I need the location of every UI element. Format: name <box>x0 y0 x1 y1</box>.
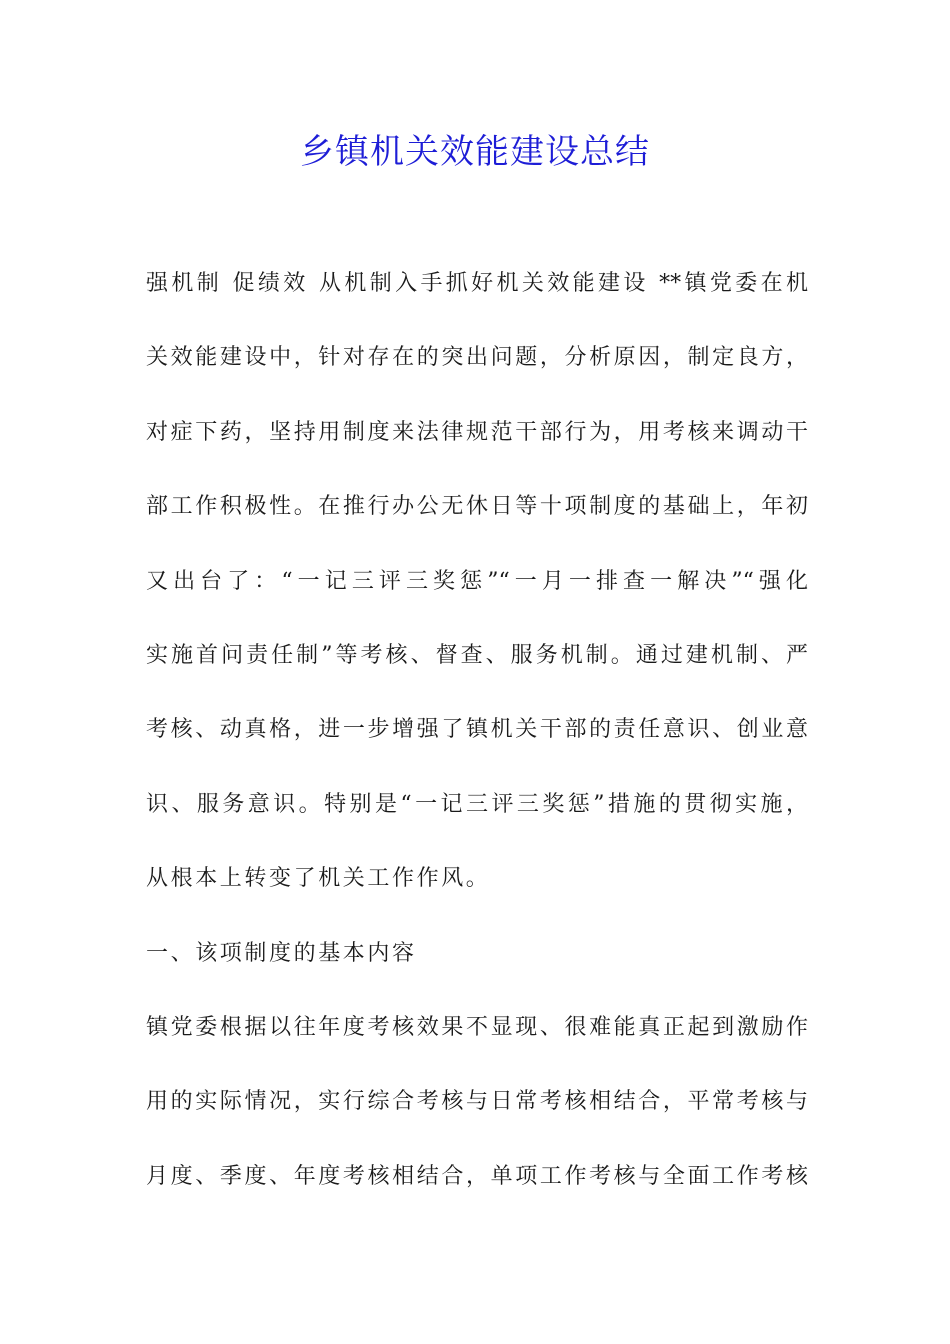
paragraph-line: 用的实际情况，实行综合考核与日常考核相结合，平常考核与 <box>146 1089 808 1115</box>
paragraph-line: 对症下药，坚持用制度来法律规范干部行为，用考核来调动干 <box>146 419 808 445</box>
paragraph-line: 识、服务意识。特别是“一记三评三奖惩”措施的贯彻实施， <box>146 791 808 817</box>
paragraph-line: 部工作积极性。在推行办公无休日等十项制度的基础上，年初 <box>146 494 808 520</box>
section-heading: 一、该项制度的基本内容 <box>146 940 417 966</box>
document-body <box>146 261 808 1228</box>
paragraph-line: 实施首问责任制”等考核、督查、服务机制。通过建机制、严 <box>146 642 808 668</box>
paragraph-line: 从根本上转变了机关工作作风。 <box>146 866 491 892</box>
paragraph-line: 考核、动真格，进一步增强了镇机关干部的责任意识、创业意 <box>146 717 808 743</box>
paragraph-line: 又出台了：“一记三评三奖惩”“一月一排查一解决”“强化 <box>146 568 808 594</box>
paragraph-line: 镇党委根据以往年度考核效果不显现、很难能真正起到激励作 <box>146 1014 808 1040</box>
document-title: 乡镇机关效能建设总结 <box>300 132 650 172</box>
paragraph-line: 关效能建设中，针对存在的突出问题，分析原因，制定良方， <box>146 345 808 371</box>
paragraph-line: 月度、季度、年度考核相结合，单项工作考核与全面工作考核 <box>146 1163 808 1189</box>
paragraph-line: 强机制 促绩效 从机制入手抓好机关效能建设 **镇党委在机 <box>146 271 808 296</box>
